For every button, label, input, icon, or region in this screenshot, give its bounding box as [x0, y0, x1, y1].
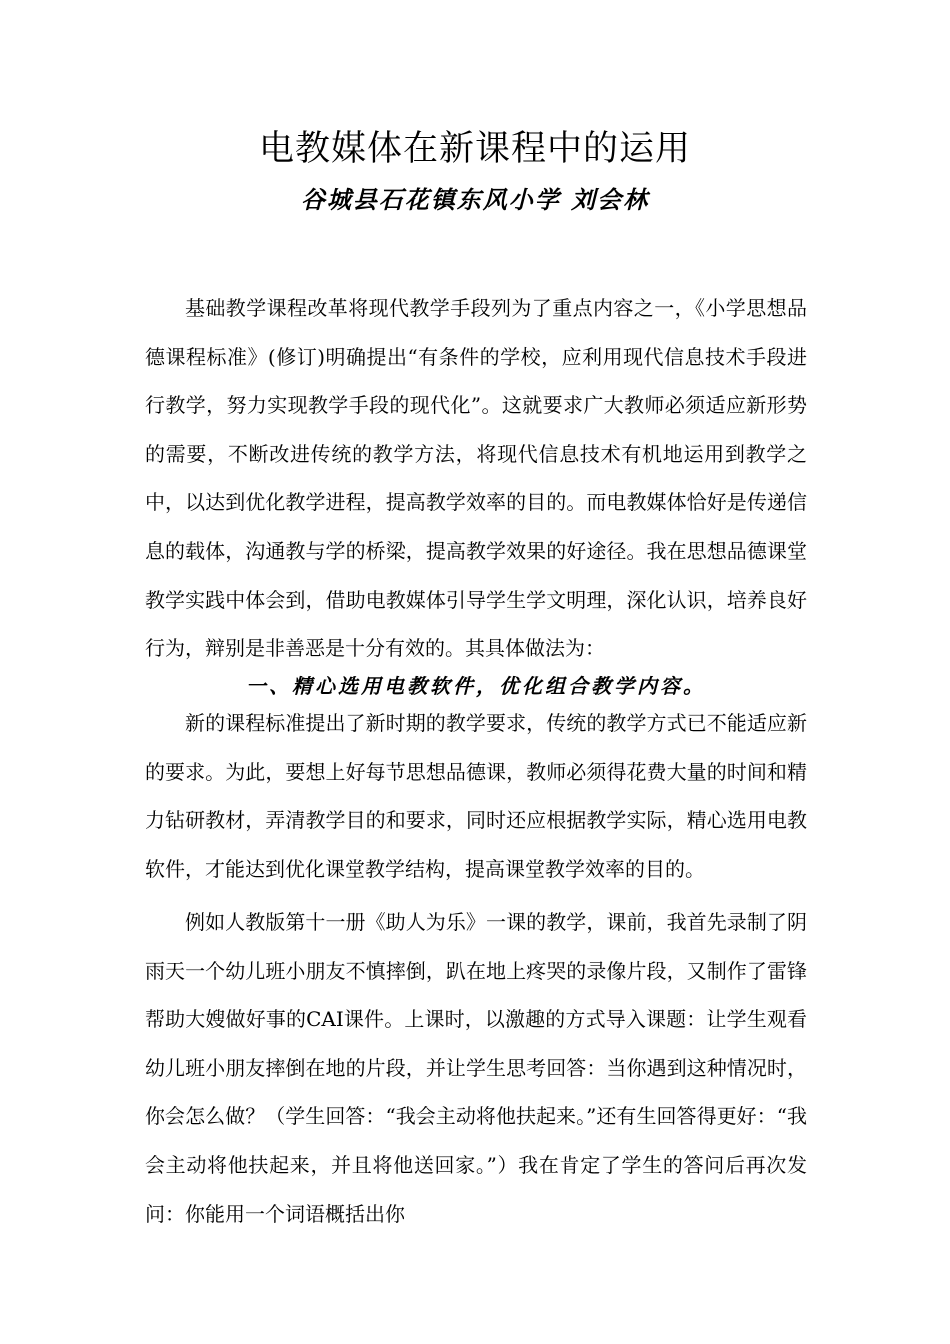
document-title: 电教媒体在新课程中的运用: [258, 129, 691, 169]
author-line: 谷城县石花镇东风小学 刘会林: [300, 185, 650, 214]
example-body: [145, 898, 807, 1238]
intro-section: [145, 284, 807, 673]
section-paragraph-2: 例如人教版第十一册《助人为乐》一课的教学，课前，我首先录制了阴雨天一个幼儿班小朋友不慎摔倒，趴在地上疼哭的录像片段，又制作了雷锋帮助大嫂做好事的CAI课件。上课时，以激趣的方式导入课题：让学生观看幼儿班小朋友摔倒在地的片段，并让学生思考回答：当你遇到这种情况时，你会怎么做？（学生回答：“我会主动将他扶起来。”还有生回答得更好：“我会主动将他扶起来，并且将他送回家。”）我在肯定了学生的答问后再次发问：你能用一个词语概括出你: [145, 910, 807, 1226]
section-body: [145, 699, 807, 893]
intro-paragraph: 基础教学课程改革将现代教学手段列为了重点内容之一，《小学思想品德课程标准》(修订)明确提出“有条件的学校，应利用现代信息技术手段进行教学，努力实现教学手段的现代化”。这就要求广大教师必须适应新形势的需要，不断改进传统的教学方法，将现代信息技术有机地运用到教学之中，以达到优化教学进程，提高教学效率的目的。而电教媒体恰好是传递信息的载体，沟通教与学的桥梁，提高教学效果的好途径。我在思想品德课堂教学实践中体会到，借助电教媒体引导学生学文明理，深化认识，培养良好行为，辩别是非善恶是十分有效的。其具体做法为：: [145, 296, 807, 661]
section-paragraph-1: 新的课程标准提出了新时期的教学要求，传统的教学方式已不能适应新的要求。为此，要想上好每节思想品德课，教师必须得花费大量的时间和精力钻研教材，弄清教学目的和要求，同时还应根据教学实际，精心选用电教软件，才能达到优化课堂教学结构，提高课堂教学效率的目的。: [145, 711, 807, 881]
section-heading: 一、精心选用电教软件，优化组合教学内容。: [246, 674, 706, 698]
